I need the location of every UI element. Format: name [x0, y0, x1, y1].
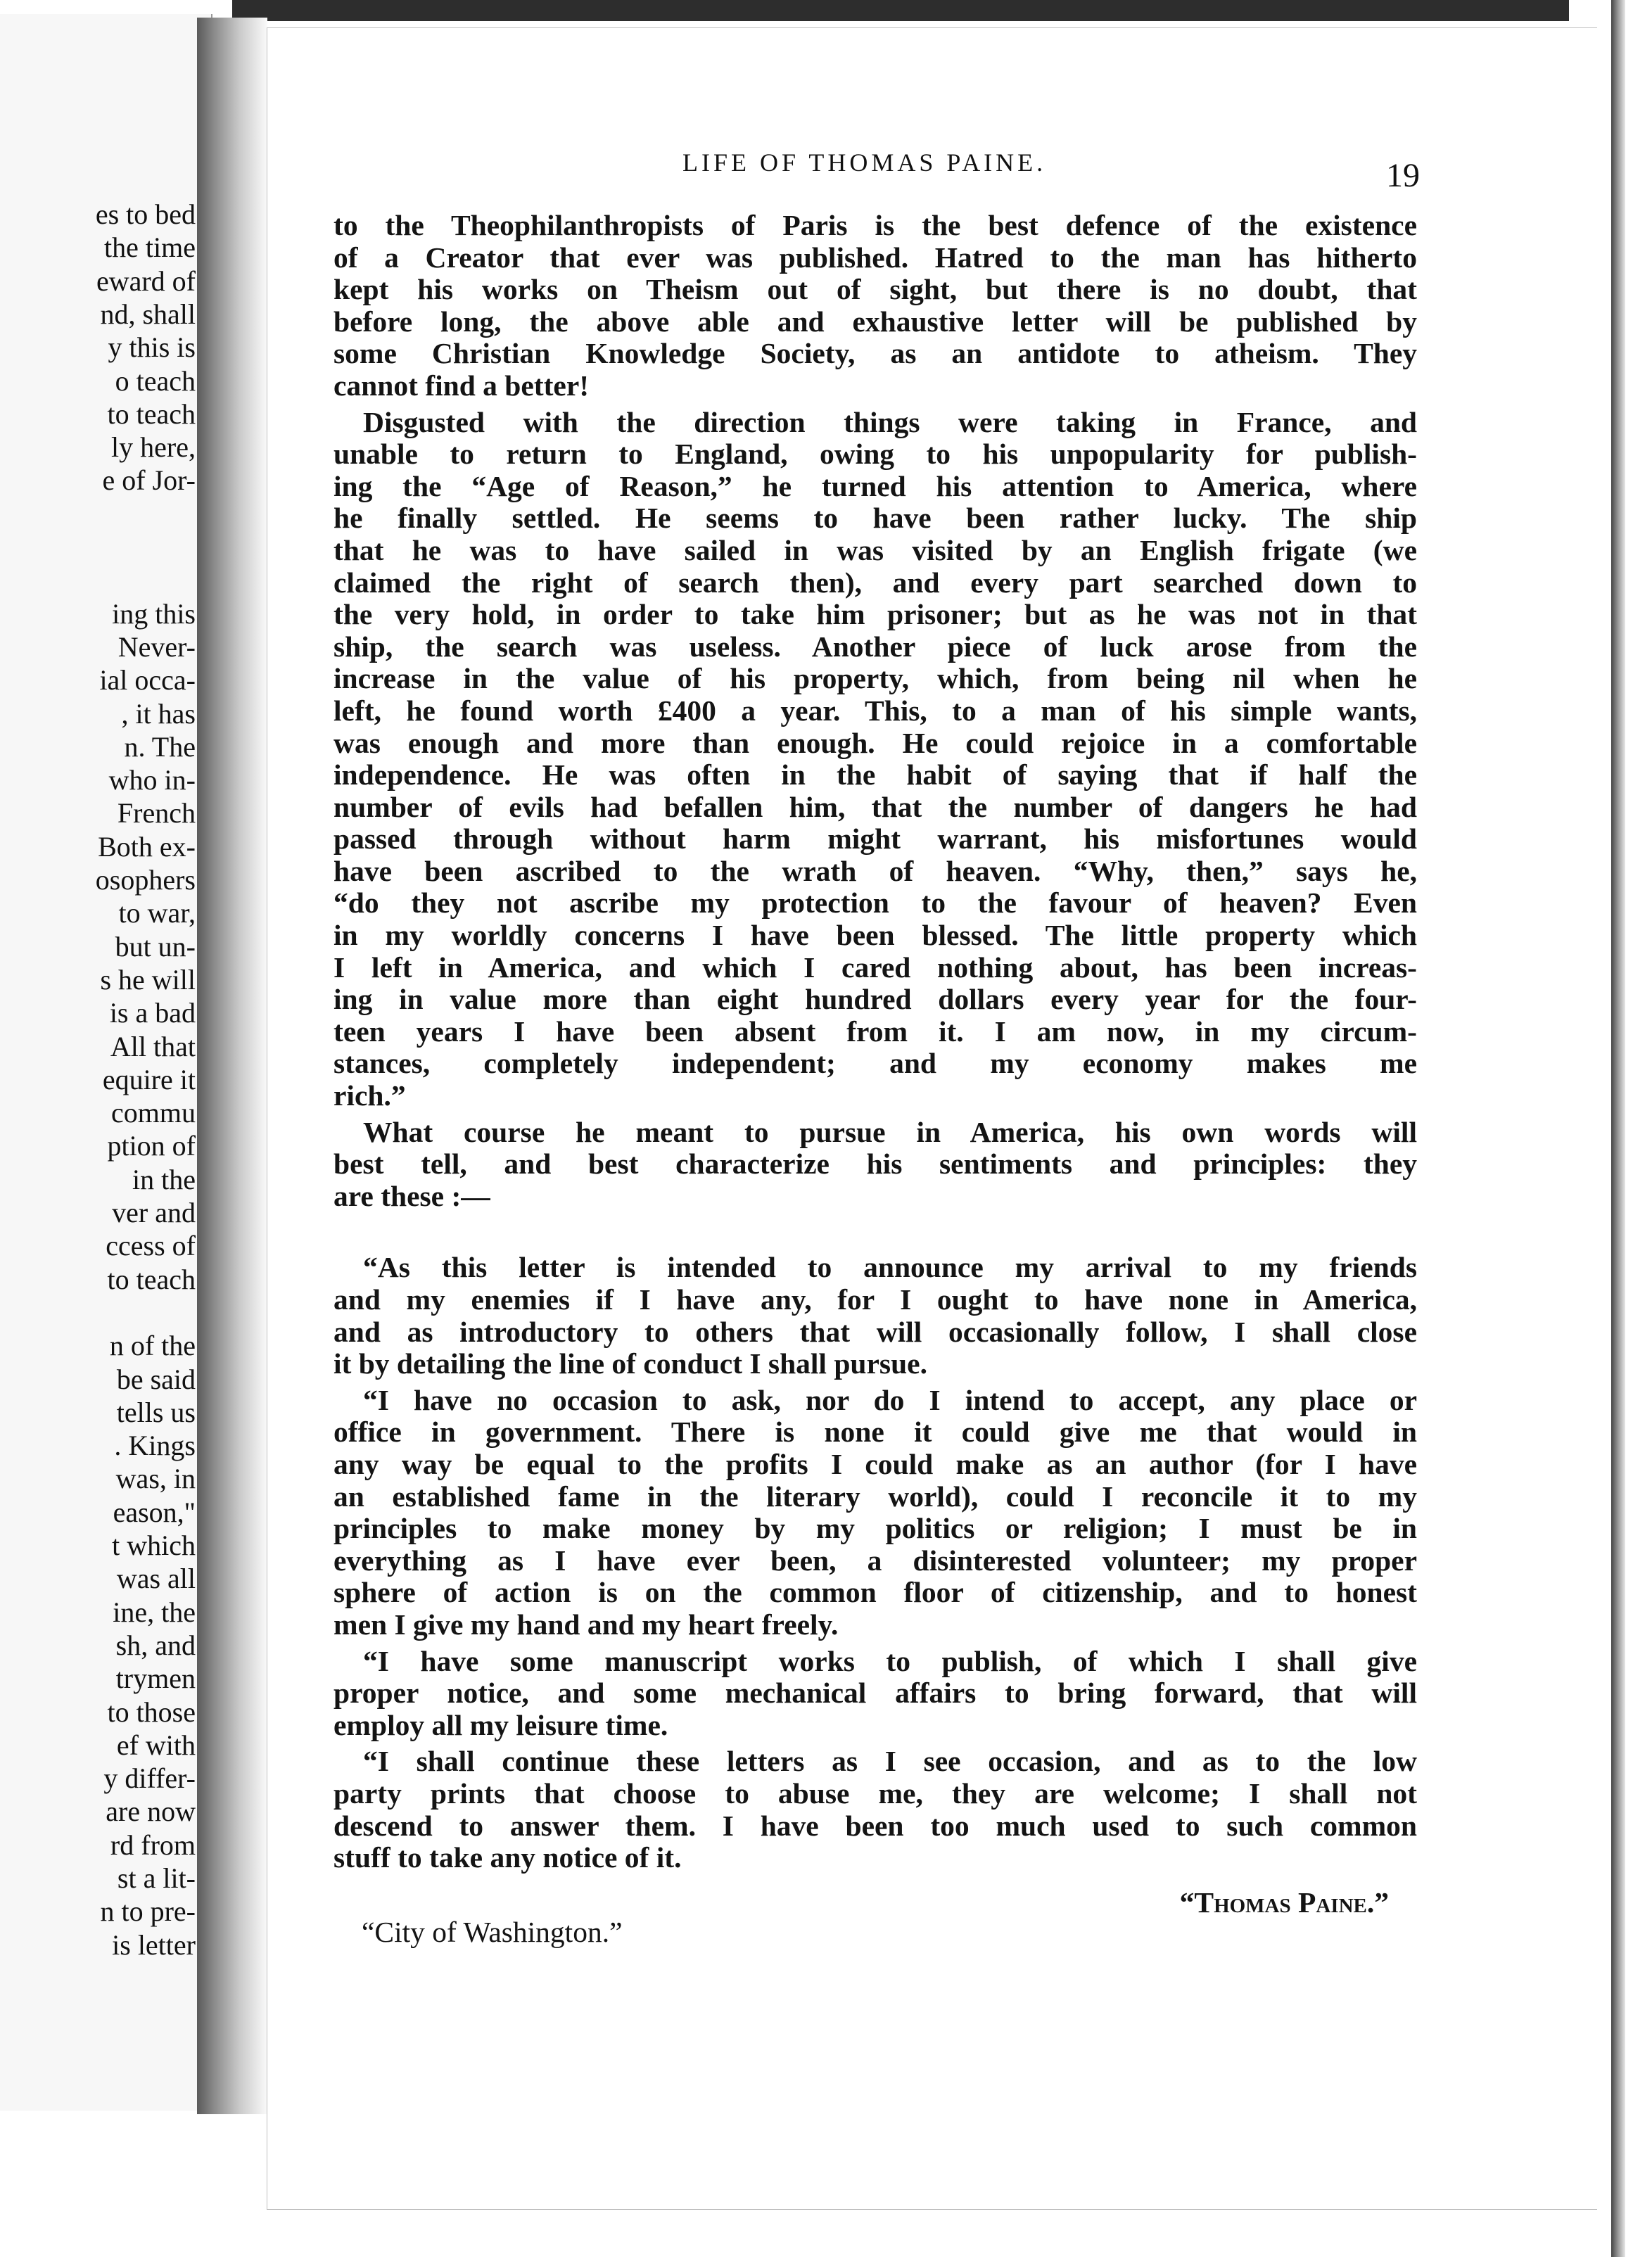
text-line: independence. He was often in the habit of saying that if half the [333, 758, 1417, 791]
text-line: rich.” [333, 1079, 406, 1112]
left-page-line: ver and [112, 1197, 196, 1228]
text-line: party prints that choose to abuse me, they are welcome; I shall not [333, 1776, 1417, 1810]
left-page-line: ing this [112, 597, 196, 630]
text-line: ship, the search was useless. Another piece of luck arose from the [333, 630, 1417, 663]
left-page-line: Both ex- [98, 830, 196, 863]
text-line: proper notice, and some mechanical affairs to bring forward, that will [333, 1677, 1417, 1710]
left-page-line: was, in [115, 1463, 196, 1495]
left-page-line: n. The [124, 730, 196, 763]
left-page-line: the time [104, 231, 196, 264]
text-line: “I have no occasion to ask, nor do I intend to accept, any place or [363, 1383, 1417, 1416]
running-head: LIFE OF THOMAS PAINE. [682, 148, 1047, 177]
left-page-line: commu [111, 1097, 196, 1129]
left-page-line: is letter [112, 1928, 196, 1961]
left-page-line: tells us [116, 1396, 196, 1428]
text-line: stances, completely independent; and my economy makes me [333, 1047, 1417, 1080]
text-line: it by detailing the line of conduct I shall pursue. [333, 1347, 927, 1380]
left-page-line: t which [112, 1530, 196, 1561]
text-line: descend to answer them. I have been too much used to such common [333, 1809, 1417, 1842]
paragraph [333, 210, 1417, 402]
left-page-line: ccess of [106, 1230, 196, 1262]
text-line: “As this letter is intended to announce my arrival to my friends [363, 1251, 1417, 1284]
text-line: office in government. There is none it could give me that would in [333, 1416, 1417, 1449]
left-page-line: All that [110, 1030, 196, 1062]
left-page-line: nd, shall [100, 298, 196, 330]
left-page-line: trymen [115, 1662, 196, 1695]
text-line: of a Creator that ever was published. Hatred to the man has hitherto [333, 241, 1417, 274]
left-page-line: . Kings [114, 1430, 196, 1462]
text-line: What course he meant to pursue in America, his own words will [363, 1115, 1417, 1148]
text-line: sphere of action is on the common floor of citizenship, and to honest [333, 1576, 1417, 1609]
text-line: that he was to have sailed in was visited by an English frigate (we [333, 533, 1417, 566]
text-line: have been ascribed to the wrath of heaven. “Why, then,” says he, [333, 854, 1417, 887]
page-edge-shadow [1611, 0, 1625, 2257]
text-line: claimed the right of search then), and every part searched down to [333, 566, 1417, 599]
left-page-line: es to bed [95, 198, 196, 230]
text-line: teen years I have been absent from it. I am now, in my circum- [333, 1015, 1417, 1048]
left-page-line: n to pre- [100, 1895, 196, 1928]
text-line: “do they not ascribe my protection to the favour of heaven? Even [333, 886, 1417, 920]
left-page-line: o teach [115, 364, 196, 397]
left-page-line: is a bad [109, 997, 196, 1029]
left-page-line: n of the [109, 1330, 196, 1362]
text-line: any way be equal to the profits I could make as an author (for I have [333, 1447, 1417, 1480]
left-page-line: to war, [118, 897, 196, 929]
text-line: unable to return to England, owing to his unpopularity for publish- [333, 438, 1417, 471]
text-line: before long, the above able and exhaustive letter will be published by [333, 305, 1417, 338]
text-line: are these :— [333, 1179, 490, 1212]
text-line: number of evils had befallen him, that the number of dangers he had [333, 790, 1417, 823]
left-page-line: French [117, 797, 196, 829]
left-page-line: osophers [95, 864, 196, 896]
text-line: I left in America, and which I cared nothing about, has been increas- [333, 951, 1417, 984]
text-line: ing the “Age of Reason,” he turned his attention to America, where [333, 469, 1417, 502]
left-page-line: eason," [113, 1496, 196, 1528]
text-line: stuff to take any notice of it. [333, 1841, 682, 1874]
text-line: increase in the value of his property, which, from being nil when he [333, 662, 1417, 695]
book-gutter [197, 18, 267, 2114]
left-page-line: y this is [108, 331, 196, 364]
section-gap [333, 1216, 1417, 1252]
text-line: and my enemies if I have any, for I ought to have none in America, [333, 1283, 1417, 1316]
page-number: 19 [1386, 157, 1420, 194]
left-page-line: eward of [96, 265, 196, 297]
left-page-line: Never- [117, 630, 196, 663]
main-page [267, 28, 1604, 2209]
left-page-line: sh, and [115, 1629, 196, 1661]
left-page-line: ial occa- [99, 664, 196, 697]
left-page-line: are now [106, 1795, 196, 1828]
left-page-line: y differ- [103, 1762, 196, 1795]
left-page-line: be said [116, 1363, 196, 1395]
text-line: the very hold, in order to take him prisoner; but as he was not in that [333, 598, 1417, 631]
text-line: ing in value more than eight hundred dollars every year for the four- [333, 983, 1417, 1016]
left-page-line: equire it [102, 1063, 196, 1095]
left-page-line: s he will [100, 963, 196, 996]
left-page-line: ly here, [111, 431, 196, 464]
paragraph [333, 407, 1417, 1112]
text-line: was enough and more than enough. He could rejoice in a comfortable [333, 726, 1417, 759]
left-page-line: st a lit- [117, 1862, 196, 1894]
left-page-line: ine, the [113, 1596, 196, 1628]
left-page-line: in the [132, 1163, 196, 1195]
text-line: cannot find a better! [333, 369, 590, 402]
left-page-line: to teach [107, 1263, 196, 1295]
body-text [333, 209, 1417, 1948]
text-line: “I have some manuscript works to publish, of which I shall give [363, 1644, 1417, 1677]
signature: “Thomas Paine.” [1179, 1886, 1389, 1919]
text-line: men I give my hand and my heart freely. [333, 1608, 839, 1641]
place-line: “City of Washington.” [362, 1915, 623, 1948]
text-line: to the Theophilanthropists of Paris is the best defence of the existence [333, 209, 1417, 241]
text-line: “I shall continue these letters as I see occasion, and as to the low [363, 1745, 1417, 1778]
left-facing-page [0, 14, 212, 2111]
text-line: everything as I have ever been, a disinterested volunteer; my proper [333, 1544, 1417, 1577]
paragraph [333, 1646, 1417, 1742]
left-page-line: rd from [110, 1829, 196, 1861]
paragraph [333, 1117, 1417, 1213]
signature-row [333, 1886, 1417, 1948]
text-line: he finally settled. He seems to have been rather lucky. The ship [333, 502, 1417, 535]
left-page-line: ef with [116, 1729, 196, 1761]
left-page-line: to teach [107, 398, 196, 430]
text-line: and as introductory to others that will occasionally follow, I shall close [333, 1315, 1417, 1348]
left-page-line: who in- [108, 764, 196, 796]
paragraph [333, 1746, 1417, 1874]
text-line: in my worldly concerns I have been blessed. The little property which [333, 919, 1417, 952]
text-line: kept his works on Theism out of sight, but there is no doubt, that [333, 273, 1417, 306]
text-line: Disgusted with the direction things were taking in France, and [363, 405, 1417, 438]
text-line: an established fame in the literary world), could I reconcile it to my [333, 1480, 1417, 1513]
text-line: some Christian Knowledge Society, as an antidote to atheism. They [333, 337, 1417, 370]
text-line: employ all my leisure time. [333, 1708, 668, 1741]
left-page-line: e of Jor- [102, 464, 196, 497]
paragraph [333, 1385, 1417, 1641]
left-page-line: to those [107, 1696, 196, 1728]
left-page-line: was all [116, 1563, 196, 1595]
text-line: left, he found worth £400 a year. This, to a man of his simple wants, [333, 694, 1417, 727]
page-top-shadow [232, 0, 1569, 21]
left-page-line: ption of [107, 1130, 196, 1162]
text-line: passed through without harm might warrant, his misfortunes would [333, 822, 1417, 856]
paragraph [333, 1252, 1417, 1380]
text-line: best tell, and best characterize his sentiments and principles: they [333, 1147, 1417, 1181]
left-page-line: , it has [121, 697, 196, 730]
text-line: principles to make money by my politics or religion; I must be in [333, 1512, 1417, 1545]
left-page-line: but un- [115, 930, 196, 962]
